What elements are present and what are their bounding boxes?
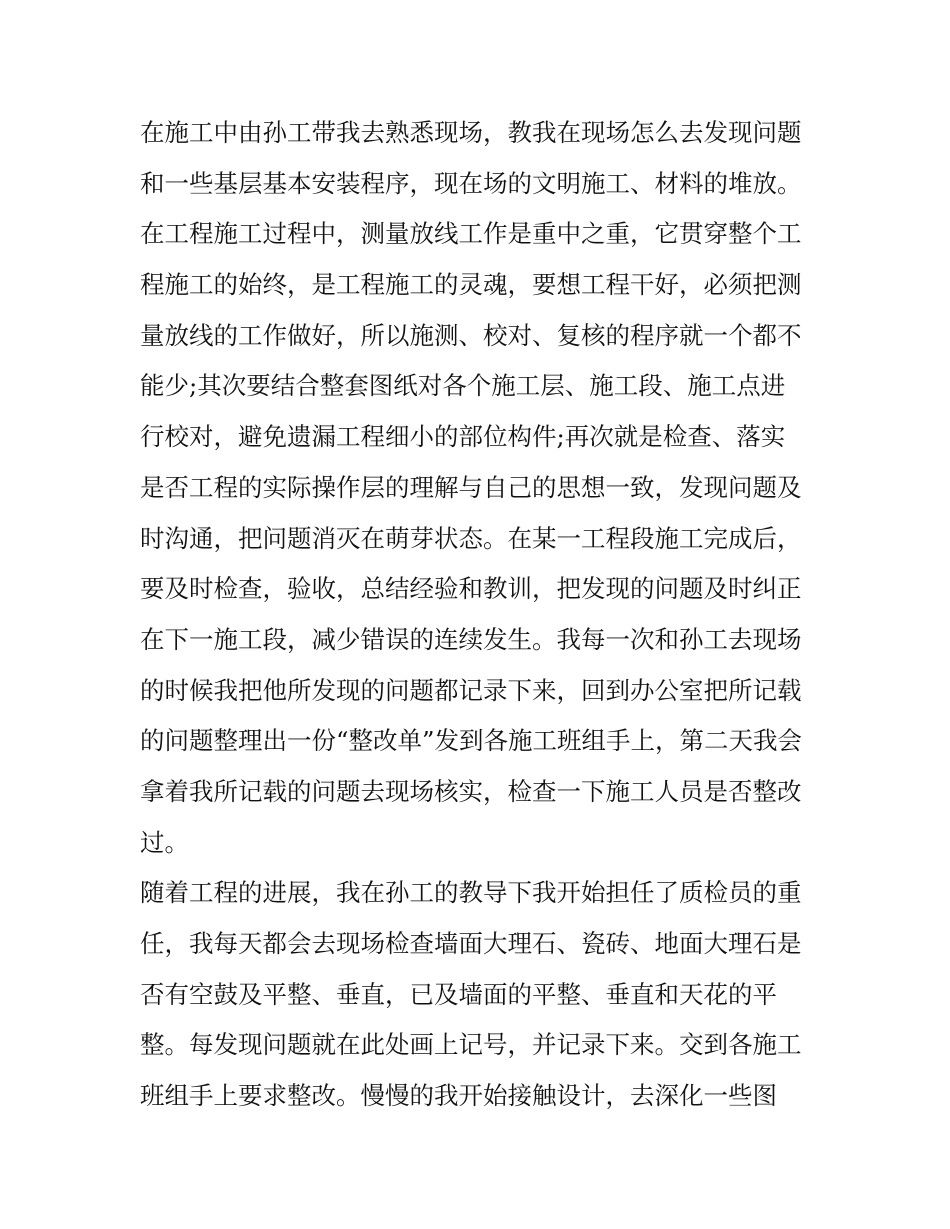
text-line: 能少;其次要结合整套图纸对各个施工层、施工段、施工点进 [140,371,786,401]
text-line: 的问题整理出一份“整改单”发到各施工班组手上，第二天我会 [140,726,803,756]
text-line: 在施工中由孙工带我去熟悉现场，教我在现场怎么去发现问题 [140,118,802,147]
text-line: 时沟通，把问题消灭在萌芽状态。在某一工程段施工完成后， [140,523,802,553]
text-line: 整。每发现问题就在此处画上记号，并记录下来。交到各施工 [140,1030,802,1060]
text-line: 量放线的工作做好，所以施测、校对、复核的程序就一个都不 [140,320,802,350]
text-line: 要及时检查，验收，总结经验和教训，把发现的问题及时纠正 [140,574,802,604]
text-line: 随着工程的进展，我在孙工的教导下我开始担任了质检员的重 [140,878,802,908]
text-line: 在下一施工段，减少错误的连续发生。我每一次和孙工去现场 [140,624,802,654]
text-line: 是否工程的实际操作层的理解与自己的思想一致，发现问题及 [140,472,802,502]
text-line: 过。 [140,827,189,857]
text-line: 程施工的始终，是工程施工的灵魂，要想工程干好，必须把测 [140,270,802,300]
text-line: 行校对，避免遗漏工程细小的部位构件;再次就是检查、落实 [140,422,786,452]
text-line: 在工程施工过程中，测量放线工作是重中之重，它贯穿整个工 [140,219,802,249]
text-line: 拿着我所记载的问题去现场核实，检查一下施工人员是否整改 [140,776,802,806]
text-line: 的时候我把他所发现的问题都记录下来，回到办公室把所记载 [140,675,802,705]
text-line: 否有空鼓及平整、垂直，已及墙面的平整、垂直和天花的平 [140,979,777,1009]
text-line: 任，我每天都会去现场检查墙面大理石、瓷砖、地面大理石是 [140,929,802,958]
text-line: 和一些基层基本安装程序，现在场的文明施工、材料的堆放。 [140,168,802,198]
body-text [140,108,820,1122]
text-line: 班组手上要求整改。慢慢的我开始接触设计，去深化一些图 [140,1081,777,1111]
